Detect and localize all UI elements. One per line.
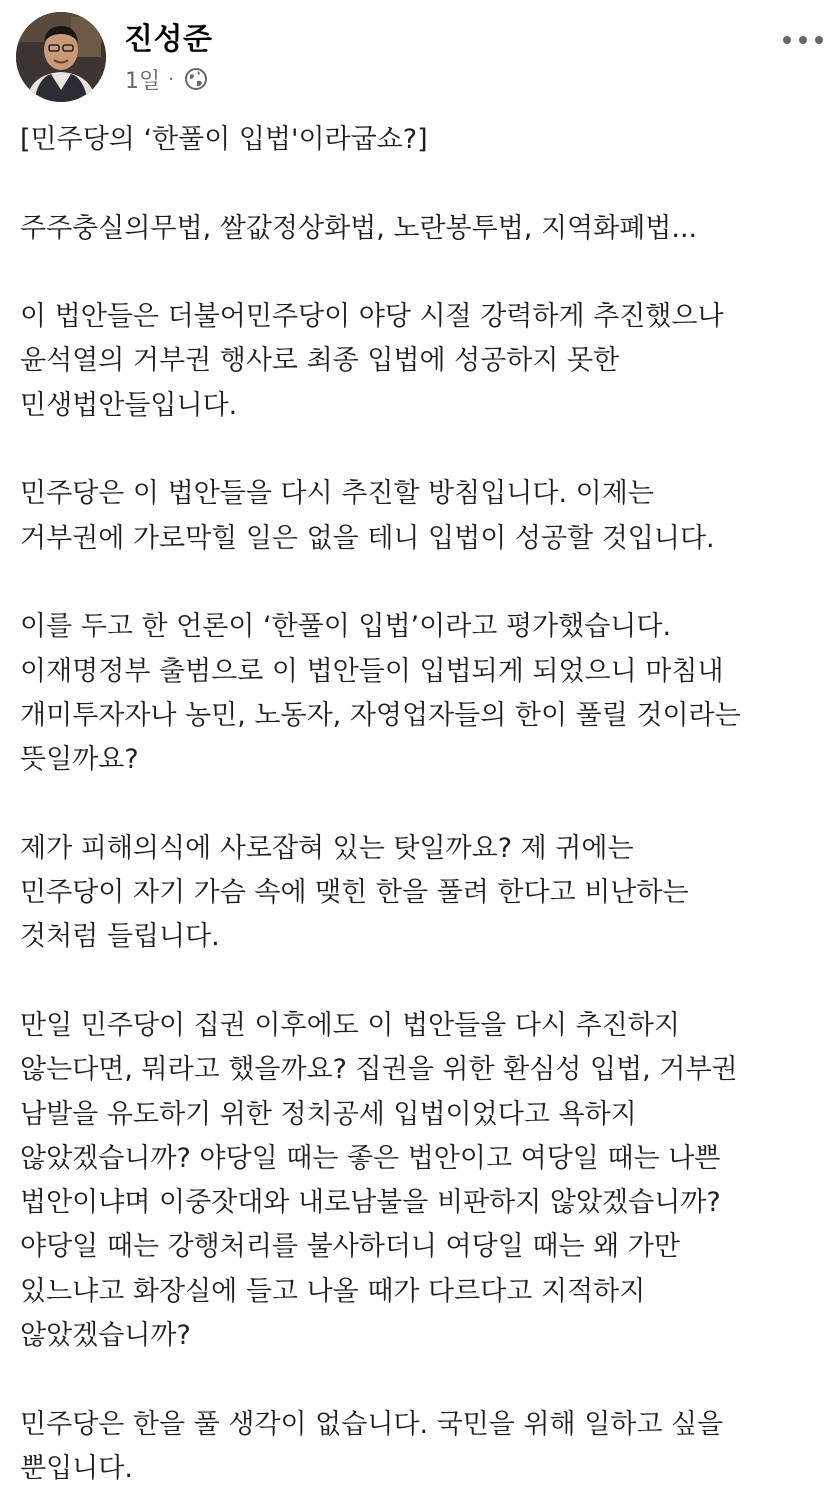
meta-separator: · [168, 68, 174, 90]
post-text-line: 이재명정부 출범으로 이 법안들이 입법되게 되었으니 마침내 [20, 655, 724, 687]
post-text-line: 법안이냐며 이중잣대와 내로남불을 비판하지 않았겠습니까? [20, 1187, 721, 1219]
post-text-line: 않았겠습니까? 야당일 때는 좋은 법안이고 여당일 때는 나쁜 [20, 1142, 721, 1174]
more-options-button[interactable] [783, 28, 823, 52]
post-text-line: 뜻일까요? [20, 744, 139, 776]
post-text-line: 야당일 때는 강행처리를 불사하더니 여당일 때는 왜 가만 [20, 1231, 680, 1263]
post-text-line: 제가 피해의식에 사로잡혀 있는 탓일까요? 제 귀에는 [20, 832, 634, 864]
post-text [20, 118, 820, 1491]
post-text-line: [민주당의 ‘한풀이 입법'이라굽쇼?] [20, 124, 428, 155]
post-header [0, 0, 837, 110]
post-text-line: 개미투자자나 농민, 노동자, 자영업자들의 한이 풀릴 것이라는 [20, 699, 741, 731]
paragraph-gap [20, 162, 820, 206]
post-text-line: 윤석열의 거부권 행사로 최종 입법에 성공하지 못한 [20, 345, 620, 377]
paragraph-gap [20, 960, 820, 1004]
paragraph-gap [20, 782, 820, 826]
more-dot-icon [815, 36, 823, 44]
post-text-line: 뿐입니다. [20, 1452, 133, 1484]
post-text-line: 있느냐고 화장실에 들고 나올 때가 다르다고 지적하지 [20, 1275, 646, 1307]
post-text-line: 남발을 유도하기 위한 정치공세 입법이었다고 욕하지 [20, 1098, 637, 1130]
paragraph-gap [20, 428, 820, 472]
paragraph-gap [20, 1358, 820, 1402]
post-text-line: 민생법안들입니다. [20, 389, 238, 421]
globe-icon [184, 67, 208, 91]
post-text-line: 것처럼 들립니다. [20, 921, 220, 953]
post-text-line: 않는다면, 뭐라고 했을까요? 집권을 위한 환심성 입법, 거부권 [20, 1054, 738, 1086]
post-text-line: 주주충실의무법, 쌀값정상화법, 노란봉투법, 지역화폐법... [20, 212, 698, 244]
post-text-line: 않았겠습니까? [20, 1320, 191, 1352]
post-meta [125, 64, 208, 94]
post-text-line: 거부권에 가로막힐 일은 없을 테니 입법이 성공할 것입니다. [20, 522, 715, 554]
post-text-line: 민주당은 한을 풀 생각이 없습니다. 국민을 위해 일하고 싶을 [20, 1408, 724, 1440]
paragraph-gap [20, 251, 820, 295]
post-text-line: 민주당은 이 법안들을 다시 추진할 방침입니다. 이제는 [20, 478, 654, 510]
more-dot-icon [783, 36, 791, 44]
post-time[interactable]: 1일 [125, 68, 161, 94]
more-dot-icon [799, 36, 807, 44]
avatar[interactable] [16, 12, 106, 102]
profile-photo [16, 12, 106, 102]
post-text-line: 만일 민주당이 집권 이후에도 이 법안들을 다시 추진하지 [20, 1009, 680, 1041]
post-text-line: 이 법안들은 더불어민주당이 야당 시절 강력하게 추진했으나 [20, 301, 724, 333]
paragraph-gap [20, 561, 820, 605]
author-name[interactable]: 진성준 [124, 22, 213, 57]
post-text-line: 민주당이 자기 가슴 속에 맺힌 한을 풀려 한다고 비난하는 [20, 877, 689, 909]
post-text-line: 이를 두고 한 언론이 ‘한풀이 입법’이라고 평가했습니다. [20, 611, 672, 643]
